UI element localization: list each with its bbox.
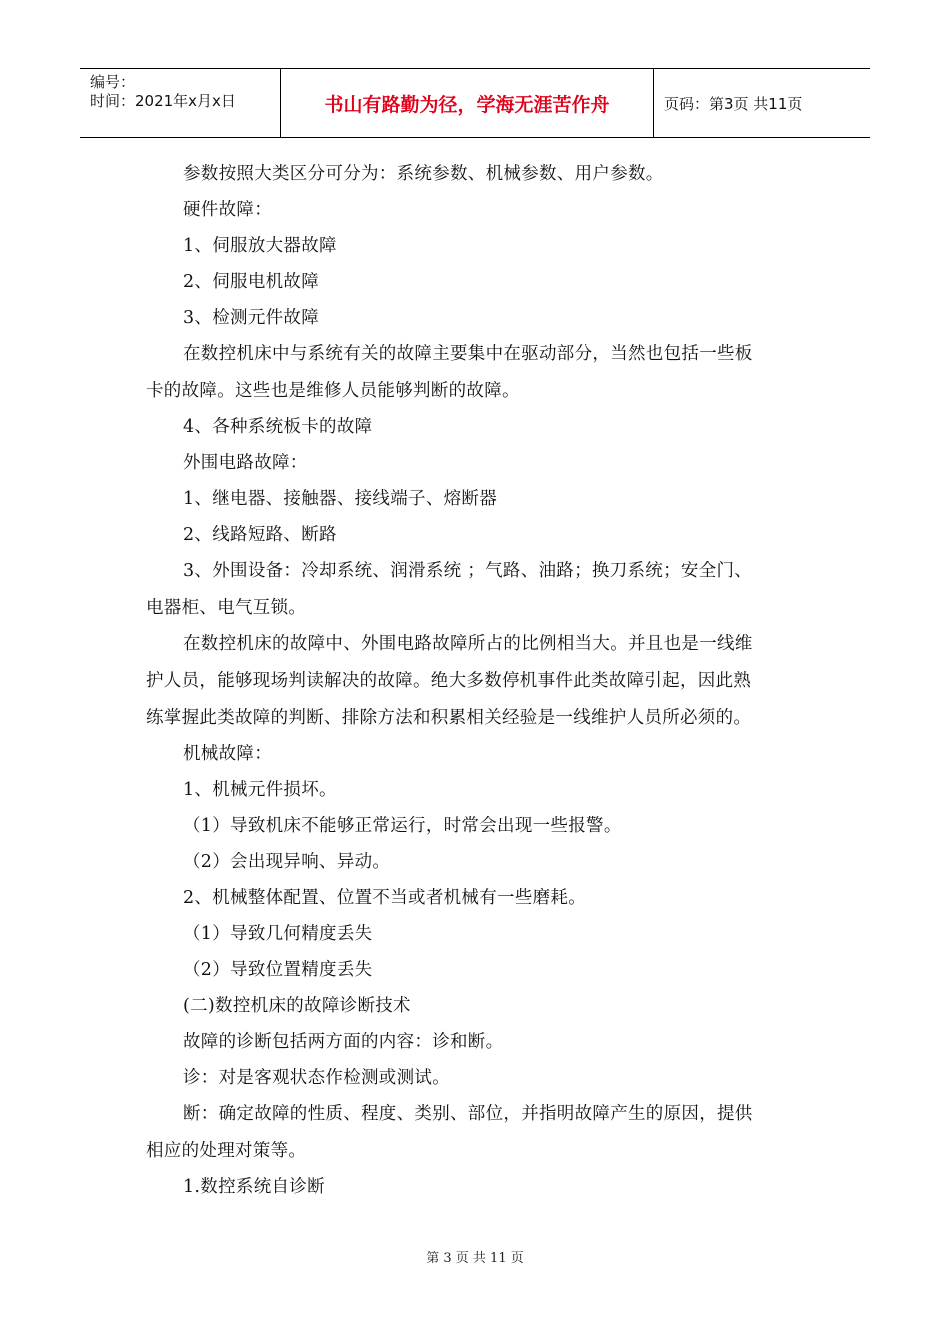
- list-item: 2、机械整体配置、位置不当或者机械有一些磨耗。: [183, 888, 587, 908]
- list-item: 2、线路短路、断路: [183, 525, 337, 545]
- list-item: 1、继电器、接触器、接线端子、熔断器: [183, 489, 498, 509]
- paragraph-line: 卡的故障。这些也是维修人员能够判断的故障。: [146, 381, 520, 401]
- paragraph-line: 参数按照大类区分可分为：系统参数、机械参数、用户参数。: [183, 164, 664, 184]
- header-page-info: 页码：第3页 共11页: [664, 94, 803, 113]
- list-item: 4、各种系统板卡的故障: [183, 417, 373, 437]
- paragraph-line: 诊：对是客观状态作检测或测试。: [183, 1068, 450, 1088]
- document-date: 时间：2021年x月x日: [90, 92, 236, 110]
- paragraph-line: 断：确定故障的性质、程度、类别、部位，并指明故障产生的原因，提供: [183, 1104, 753, 1124]
- section-heading: (二)数控机床的故障诊断技术: [183, 996, 411, 1016]
- paragraph-line: 电器柜、电气互锁。: [146, 598, 307, 618]
- section-heading: 硬件故障：: [183, 200, 272, 220]
- paragraph-line: 练掌握此类故障的判断、排除方法和积累相关经验是一线维护人员所必须的。: [146, 708, 752, 728]
- page-header: [80, 68, 870, 138]
- paragraph-line: 在数控机床的故障中、外围电路故障所占的比例相当大。并且也是一线维: [183, 634, 753, 654]
- section-heading: 外围电路故障：: [183, 453, 308, 473]
- list-item: （2）会出现异响、异动。: [183, 852, 391, 872]
- paragraph-line: 相应的处理对策等。: [146, 1141, 307, 1161]
- section-heading: 1.数控系统自诊断: [183, 1177, 325, 1197]
- header-slogan: 书山有路勤为径，学海无涯苦作舟: [281, 69, 654, 137]
- list-item: 1、机械元件损坏。: [183, 780, 337, 800]
- list-item: 3、检测元件故障: [183, 308, 320, 328]
- list-item: 2、伺服电机故障: [183, 272, 320, 292]
- paragraph-line: 在数控机床中与系统有关的故障主要集中在驱动部分，当然也包括一些板: [183, 344, 753, 364]
- paragraph-line: 护人员，能够现场判读解决的故障。绝大多数停机事件此类故障引起，因此熟: [146, 671, 752, 691]
- header-meta: [80, 69, 281, 137]
- list-item: 3、外围设备：冷却系统、润滑系统 ；气路、油路；换刀系统；安全门、: [183, 561, 753, 581]
- document-number-label: 编号：: [90, 73, 136, 91]
- paragraph-line: 故障的诊断包括两方面的内容：诊和断。: [183, 1032, 504, 1052]
- list-item: （1）导致机床不能够正常运行，时常会出现一些报警。: [183, 816, 622, 836]
- section-heading: 机械故障：: [183, 744, 272, 764]
- list-item: （1）导致几何精度丢失: [183, 924, 373, 944]
- page-footer: 第 3 页 共 11 页: [426, 1251, 524, 1266]
- list-item: （2）导致位置精度丢失: [183, 960, 373, 980]
- list-item: 1、伺服放大器故障: [183, 236, 337, 256]
